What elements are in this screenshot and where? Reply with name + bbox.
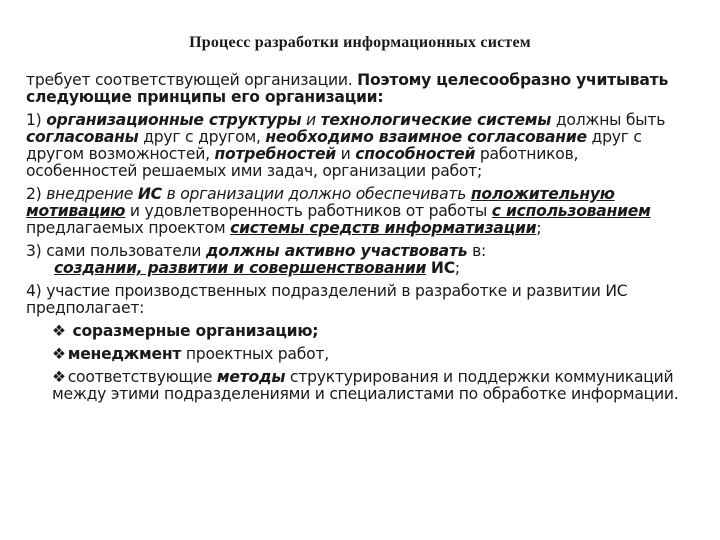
bullet-text: структурирования и поддержки коммуникаций между этими подразделениями и специалистами по обработке информации. [52,368,679,403]
p4-text: 4) участие производственных подразделений в разработке и развитии ИС предполагает: [26,282,628,317]
bullet-item [26,369,694,403]
p2-text: 2) [26,185,47,203]
p2-text: ИС [137,185,162,203]
p1-text: друг с другом возможностей, [26,128,642,163]
p2-text: с использованием [491,202,651,220]
bullet-text: менеджмент [67,345,182,363]
bullet-text: проектных работ, [181,345,329,363]
p3-text: ИС [430,259,455,277]
bullet-item [26,346,694,363]
principle-2 [26,186,694,237]
p1-text: организационные структуры [46,111,302,129]
bullet-text: соответствующие [67,368,217,386]
p1-text: 1) [26,111,47,129]
p2-text: системы средств информатизации [230,219,537,237]
p1-text: работников, особенностей решаемых ими задач, организации работ; [26,145,579,180]
principle-4 [26,283,694,317]
slide-body [26,72,694,409]
principle-3 [26,243,694,277]
diamond-bullet-icon: ❖ [52,368,66,386]
p3-text: ; [454,259,460,277]
p3-text: должны активно участвовать [205,242,468,260]
p2-text: в организации должно обеспечивать [161,185,471,203]
p1-text: способностей [355,145,476,163]
p3-text: создании, развитии и совершенствовании [54,259,427,277]
diamond-bullet-icon: ❖ [52,322,66,340]
p1-text: друг с другом, [138,128,266,146]
diamond-bullet-icon: ❖ [52,345,66,363]
bullet-text: методы [216,368,286,386]
p2-text: предлагаемых проектом [26,219,231,237]
p1-text: технологические системы [320,111,552,129]
p1-text: должны быть [551,111,666,129]
p3-text: в: [467,242,487,260]
p1-text: согласованы [26,128,139,146]
intro-text-1: требует соответствующей организации. [26,71,358,89]
p1-text: и [301,111,321,129]
p2-text: положительную мотивацию [26,185,615,220]
bullet-item [26,323,694,340]
bullet-text: соразмерные организацию; [72,322,319,340]
p2-text: внедрение [46,185,138,203]
p1-text: потребностей [214,145,336,163]
p2-text: и удовлетворенность работников от работы [125,202,492,220]
p1-text: необходимо взаимное согласование [265,128,587,146]
intro-text-2: Поэтому целесообразно учитывать следующие принципы его организации: [26,71,669,106]
intro-paragraph [26,72,694,106]
p3-text: 3) сами пользователи [26,242,206,260]
slide-title: Процесс разработки информационных систем [189,34,531,51]
principle-1 [26,112,694,180]
p2-text: ; [536,219,542,237]
p1-text: и [335,145,356,163]
